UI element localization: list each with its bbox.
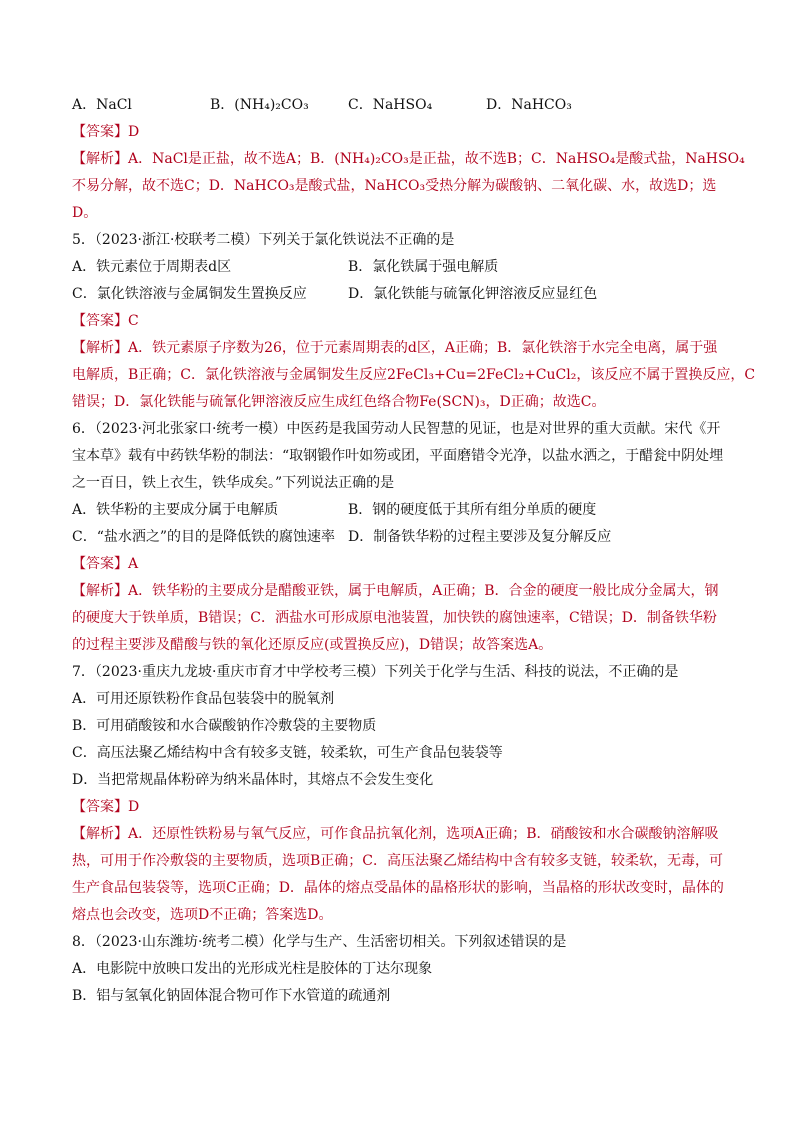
q4-options-row [72, 92, 722, 119]
q5-option-a: A．铁元素位于周期表d区 [72, 259, 232, 275]
q4-option-d: D．NaHCO₃ [486, 97, 572, 113]
q4-analysis-line-3: D。 [72, 205, 98, 221]
q4-analysis-line-2: 不易分解，故不选C；D．NaHCO₃是酸式盐，NaHCO₃受热分解为碳酸钠、二氧化碳、水，故选D；选 [72, 178, 717, 194]
q6-option-d: D．制备铁华粉的过程主要涉及复分解反应 [348, 529, 612, 545]
q7-analysis-line-2: 热，可用于作冷敷袋的主要物质，选项B正确；C．高压法聚乙烯结构中含有较多支链，较柔软，无毒，可 [72, 853, 723, 869]
q7-option-a: A．可用还原铁粉作食品包装袋中的脱氧剂 [72, 691, 335, 707]
q5-analysis-line-3: 错误；D．氯化铁能与硫氰化钾溶液反应生成红色络合物Fe(SCN)₃，D正确；故选C。 [72, 394, 606, 410]
q5-options-row-2 [72, 281, 722, 308]
q7-answer: 【答案】D [72, 799, 140, 815]
q4-option-b: B．(NH₄)₂CO₃ [210, 97, 309, 113]
q7-analysis-line-4: 熔点也会改变，选项D不正确；答案选D。 [72, 907, 333, 923]
q4-option-a: A．NaCl [72, 97, 132, 113]
q5-stem: 5．（2023·浙江·校联考二模）下列关于氯化铁说法不正确的是 [72, 232, 455, 248]
q8-stem: 8．（2023·山东潍坊·统考二模）化学与生产、生活密切相关。下列叙述错误的是 [72, 934, 567, 950]
q6-analysis-line-1: 【解析】A．铁华粉的主要成分是醋酸亚铁，属于电解质，A正确；B．合金的硬度一般比成分金属大，钢 [72, 583, 719, 599]
q6-option-b: B．钢的硬度低于其所有组分单质的硬度 [348, 502, 597, 518]
q7-option-c: C．高压法聚乙烯结构中含有较多支链，较柔软，可生产食品包装袋等 [72, 745, 503, 761]
q5-answer: 【答案】C [72, 313, 139, 329]
q7-analysis-line-3: 生产食品包装袋等，选项C正确；D．晶体的熔点受晶体的晶格形状的影响，当晶格的形状改变时，晶体的 [72, 880, 724, 896]
q6-answer: 【答案】A [72, 556, 139, 572]
q8-option-b: B．铝与氢氧化钠固体混合物可作下水管道的疏通剂 [72, 988, 391, 1004]
q7-stem: 7．（2023·重庆九龙坡·重庆市育才中学校考三模）下列关于化学与生活、科技的说法，不正确的是 [72, 664, 679, 680]
q6-options-row-1 [72, 497, 722, 524]
q5-analysis-line-2: 电解质，B正确；C．氯化铁溶液与金属铜发生反应2FeCl₃+Cu=2FeCl₂+CuCl₂，该反应不属于置换反应，C [72, 367, 756, 383]
q5-options-row-1 [72, 254, 722, 281]
document-page [72, 92, 756, 1010]
q8-option-a: A．电影院中放映口发出的光形成光柱是胶体的丁达尔现象 [72, 961, 433, 977]
q5-option-b: B．氯化铁属于强电解质 [348, 259, 499, 275]
q4-analysis-line-1: 【解析】A．NaCl是正盐，故不选A；B．(NH₄)₂CO₃是正盐，故不选B；C．NaHSO₄是酸式盐，NaHSO₄ [72, 151, 745, 167]
q7-option-d: D．当把常规晶体粉碎为纳米晶体时，其熔点不会发生变化 [72, 772, 434, 788]
q6-option-c: C．“盐水洒之”的目的是降低铁的腐蚀速率 [72, 529, 336, 545]
q6-stem-line-3: 之一百日，铁上衣生，铁华成矣。”下列说法正确的是 [72, 475, 395, 491]
q7-option-b: B．可用硝酸铵和水合碳酸钠作冷敷袋的主要物质 [72, 718, 377, 734]
q5-option-c: C．氯化铁溶液与金属铜发生置换反应 [72, 286, 307, 302]
q6-analysis-line-2: 的硬度大于铁单质，B错误；C．洒盐水可形成原电池装置，加快铁的腐蚀速率，C错误；D．制备铁华粉 [72, 610, 717, 626]
q4-answer: 【答案】D [72, 124, 140, 140]
q6-stem-line-2: 宝本草》载有中药铁华粉的制法：“取钢锻作叶如笏或团，平面磨错令光净，以盐水洒之，于醋瓮中阴处埋 [72, 448, 724, 464]
q5-analysis-line-1: 【解析】A．铁元素原子序数为26，位于元素周期表的d区，A正确；B．氯化铁溶于水完全电离，属于强 [72, 340, 718, 356]
q6-options-row-2 [72, 524, 722, 551]
q6-analysis-line-3: 的过程主要涉及醋酸与铁的氧化还原反应(或置换反应)，D错误；故答案选A。 [72, 637, 553, 653]
q6-stem-line-1: 6．（2023·河北张家口·统考一模）中医药是我国劳动人民智慧的见证，也是对世界的重大贡献。宋代《开 [72, 421, 721, 437]
q6-option-a: A．铁华粉的主要成分属于电解质 [72, 502, 279, 518]
q4-option-c: C．NaHSO₄ [348, 97, 433, 113]
q7-analysis-line-1: 【解析】A．还原性铁粉易与氧气反应，可作食品抗氧化剂，选项A正确；B．硝酸铵和水合碳酸钠溶解吸 [72, 826, 719, 842]
q5-option-d: D．氯化铁能与硫氰化钾溶液反应显红色 [348, 286, 598, 302]
